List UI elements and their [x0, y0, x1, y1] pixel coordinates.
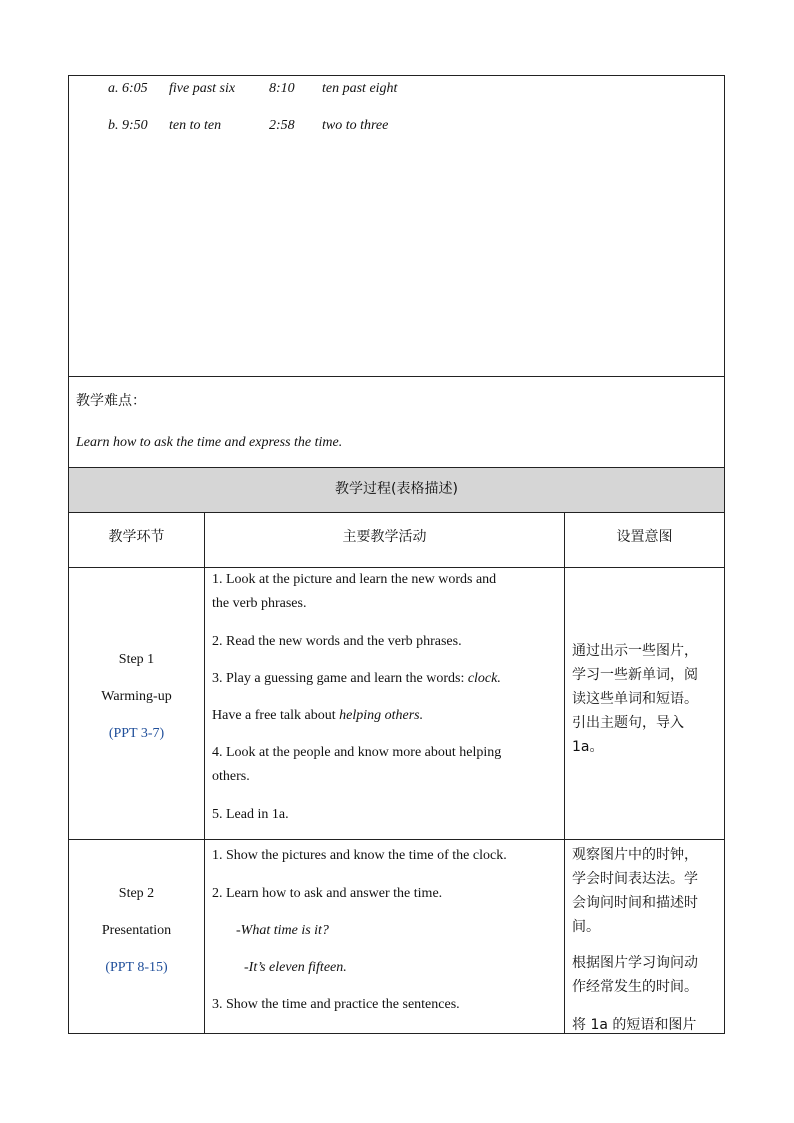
- header-activities: 主要教学活动: [342, 529, 427, 545]
- step1-activity1-line1: 1. Look at the picture and learn the new words and: [212, 572, 497, 587]
- step2-stage: Presentation: [101, 923, 172, 938]
- step2-intent-line: 观察图片中的时钟，: [572, 847, 698, 863]
- divider: [69, 512, 724, 513]
- step1-activity3b: Have a free talk about helping others.: [212, 708, 424, 723]
- step1-stage: Warming-up: [101, 689, 172, 704]
- process-title: 教学过程(表格描述): [335, 481, 458, 497]
- step1-name: Step 1: [118, 652, 155, 667]
- step2-activity3: 3. Show the time and practice the sentences.: [212, 997, 460, 1012]
- step1-activity4-line2: others.: [212, 769, 250, 784]
- step1-intent-line: 1a。: [572, 739, 604, 755]
- step2-activity2: 2. Learn how to ask and answer the time.: [212, 886, 443, 901]
- step2-intent-line: 根据图片学习询问动: [572, 955, 698, 971]
- example-b-time2: 2:58: [269, 118, 295, 133]
- header-intent: 设置意图: [616, 529, 673, 545]
- step2-question: -What time is it?: [236, 923, 329, 938]
- lesson-table: [68, 75, 725, 1034]
- step2-intent-line: 将 1a 的短语和图片: [572, 1017, 697, 1033]
- step2-name: Step 2: [118, 886, 155, 901]
- step2-intent-line: 作经常发生的时间。: [572, 979, 698, 995]
- step1-intent-line: 读这些单词和短语。: [572, 691, 698, 707]
- column-divider: [204, 512, 205, 1034]
- example-a-phrase2: ten past eight: [322, 81, 398, 96]
- example-b-phrase2: two to three: [322, 118, 389, 133]
- step2-activity1: 1. Show the pictures and know the time of the clock.: [212, 848, 507, 863]
- step1-ppt: (PPT 3-7): [108, 726, 165, 741]
- divider: [69, 376, 724, 377]
- divider: [69, 567, 724, 568]
- step1-intent-line: 通过出示一些图片，: [572, 643, 698, 659]
- header-stage: 教学环节: [108, 529, 165, 545]
- difficulty-text: Learn how to ask the time and express the time.: [76, 435, 343, 450]
- step2-intent-line: 学会时间表达法。学: [572, 871, 698, 887]
- divider: [69, 839, 724, 840]
- example-a-time2: 8:10: [269, 81, 295, 96]
- step2-ppt: (PPT 8-15): [105, 960, 168, 975]
- difficulty-heading: 教学难点：: [76, 393, 146, 409]
- step1-activity1-line2: the verb phrases.: [212, 596, 307, 611]
- step2-intent-line: 间。: [572, 919, 600, 935]
- example-b-phrase1: ten to ten: [169, 118, 222, 133]
- example-a-label: a. 6:05: [108, 81, 148, 96]
- step1-intent-line: 引出主题句，导入: [572, 715, 684, 731]
- example-b-label: b. 9:50: [108, 118, 148, 133]
- step1-activity3: 3. Play a guessing game and learn the words: clock.: [212, 671, 501, 686]
- step1-activity4-line1: 4. Look at the people and know more about helping: [212, 745, 502, 760]
- step2-answer: -It’s eleven fifteen.: [244, 960, 347, 975]
- step1-intent-line: 学习一些新单词，阅: [572, 667, 698, 683]
- step2-intent-line: 会询问时间和描述时: [572, 895, 698, 911]
- step1-activity2: 2. Read the new words and the verb phrases.: [212, 634, 462, 649]
- column-divider: [564, 512, 565, 1034]
- example-a-phrase1: five past six: [169, 81, 236, 96]
- step1-activity5: 5. Lead in 1a.: [212, 807, 289, 822]
